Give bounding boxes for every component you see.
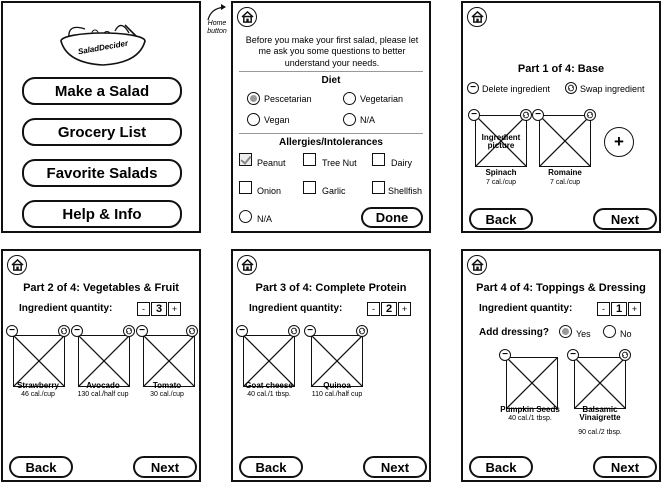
diet-heading: Diet [321,75,341,86]
placeholder-image [244,336,294,386]
dressing-radio-yes[interactable] [559,325,572,338]
allergy-check-shellfish[interactable] [372,181,385,194]
dressing-radio-no[interactable] [603,325,616,338]
allergy-check-tree-nut[interactable] [303,153,316,166]
allergy-label-na: N/A [257,214,273,224]
decrease-quantity-button[interactable]: - [597,302,610,316]
swap-icon[interactable] [619,349,631,361]
home-button[interactable] [237,7,257,27]
ingredient-name: Quinoa [323,381,351,390]
home-button[interactable] [237,255,257,275]
ingredient-card[interactable] [13,335,65,387]
ingredient-calories: 110 cal./half cup [311,391,363,398]
ingredient-name: Romaine [548,168,582,177]
home-icon [471,259,484,271]
quantity-label: Ingredient quantity: [19,303,113,314]
decrease-quantity-button[interactable]: - [137,302,150,316]
placeholder-image [144,336,194,386]
allergy-label-garlic: Garlic [322,186,346,196]
home-icon [241,259,254,271]
diet-label-vegetarian: Vegetarian [360,94,404,104]
delete-icon[interactable]: − [71,325,83,337]
quantity-stepper [137,301,181,317]
quantity-label: Ingredient quantity: [479,303,573,314]
ingredient-name: Tomato [152,381,182,390]
ingredient-card[interactable] [78,335,130,387]
delete-icon[interactable]: − [567,349,579,361]
ingredient-card[interactable] [143,335,195,387]
step-title: Part 2 of 4: Vegetables & Fruit [23,282,179,294]
ingredient-card[interactable] [243,335,295,387]
delete-icon[interactable]: − [136,325,148,337]
delete-icon[interactable]: − [6,325,18,337]
dressing-label-yes: Yes [576,329,591,339]
quantity-label: Ingredient quantity: [249,303,343,314]
ingredient-name: Avocado [86,381,120,390]
ingredient-calories: 7 cal./cup [550,179,580,186]
ingredient-name: Goat cheese [245,381,293,390]
home-button-annotation: Home button [207,20,227,35]
swap-legend-label: Swap ingredient [580,84,645,94]
swap-icon[interactable] [58,325,70,337]
home-icon [11,259,24,271]
diet-label-na: N/A [360,115,376,125]
back-button[interactable]: Back [239,456,303,478]
ingredient-name: Strawberry [17,381,59,390]
allergy-check-onion[interactable] [239,181,252,194]
toppings-screen [461,249,661,482]
swap-icon[interactable] [356,325,368,337]
base-screen [461,1,661,233]
ingredient-calories: 40 cal./1 tbsp. [508,415,552,422]
help-info-button[interactable]: Help & Info [22,200,182,228]
ingredient-name: Pumpkin Seeds [500,405,560,414]
ingredient-name: Spinach [485,168,517,177]
ingredient-card[interactable] [506,357,558,409]
delete-legend-icon: − [467,82,479,94]
allergy-check-dairy[interactable] [372,153,385,166]
swap-icon[interactable] [123,325,135,337]
diet-label-pescetarian: Pescetarian [264,94,312,104]
swap-icon[interactable] [520,109,532,121]
quantity-value: 2 [381,302,397,316]
ingredient-name: Balsamic Vinaigrette [579,405,621,423]
intro-text: Before you make your first salad, please let me ask you some questions to better understand your needs. [245,35,419,68]
dressing-question: Add dressing? [479,327,550,338]
ingredient-calories: 90 cal./2 tbsp. [578,429,622,436]
next-button[interactable]: Next [363,456,427,478]
ingredient-calories: 30 cal./cup [150,391,184,398]
ingredient-calories: 130 cal./half cup [77,391,129,398]
placeholder-image [575,358,625,408]
allergy-radio-na[interactable] [239,210,252,223]
ingredient-calories: 40 cal./1 tbsp. [247,391,291,398]
protein-screen [231,249,431,482]
home-button[interactable] [467,7,487,27]
step-title: Part 4 of 4: Toppings & Dressing [476,282,646,294]
home-button[interactable] [467,255,487,275]
delete-icon[interactable]: − [236,325,248,337]
increase-quantity-button[interactable]: + [628,302,641,316]
dressing-label-no: No [620,329,632,339]
setup-screen [231,1,431,233]
diet-radio-vegan[interactable] [247,113,260,126]
placeholder-label: Ingredient picture [481,133,521,151]
placeholder-image [507,358,557,408]
quantity-value: 1 [611,302,627,316]
quantity-value: 3 [151,302,167,316]
step-title: Part 3 of 4: Complete Protein [255,282,407,294]
vegetables-screen [1,249,201,482]
swap-icon[interactable] [288,325,300,337]
swap-icon[interactable] [186,325,198,337]
ingredient-calories: 46 cal./cup [21,391,55,398]
diet-radio-na[interactable] [343,113,356,126]
placeholder-image [312,336,362,386]
ingredient-card[interactable] [539,115,591,167]
increase-quantity-button[interactable]: + [398,302,411,316]
delete-legend-label: Delete ingredient [482,84,551,94]
increase-quantity-button[interactable]: + [168,302,181,316]
pointer-arrow-icon [205,2,229,22]
placeholder-image [79,336,129,386]
logo-text: SaladDecider [77,38,129,57]
allergy-label-shellfish: Shellfish [388,186,423,196]
back-button[interactable]: Back [9,456,73,478]
diet-radio-pescetarian[interactable] [247,92,260,105]
allergy-label-dairy: Dairy [391,158,413,168]
placeholder-image [14,336,64,386]
delete-icon[interactable]: − [532,109,544,121]
allergy-label-onion: Onion [257,186,282,196]
ingredient-card[interactable] [574,357,626,409]
allergy-label-peanut: Peanut [257,158,286,168]
main-menu-screen [1,1,201,233]
step-title: Part 1 of 4: Base [517,63,605,75]
make-a-salad-button[interactable]: Make a Salad [22,77,182,105]
ingredient-calories: 7 cal./cup [486,179,516,186]
placeholder-image [540,116,590,166]
add-ingredient-button[interactable]: + [604,127,634,157]
back-button[interactable]: Back [469,208,533,230]
quantity-stepper [597,301,641,317]
swap-legend-icon [565,82,577,94]
back-button[interactable]: Back [469,456,533,478]
home-button[interactable] [7,255,27,275]
allergy-check-peanut[interactable] [239,153,252,166]
done-button[interactable]: Done [361,207,423,228]
swap-icon[interactable] [584,109,596,121]
delete-icon[interactable]: − [499,349,511,361]
allergies-heading: Allergies/Intolerances [279,137,383,148]
delete-icon[interactable]: − [304,325,316,337]
quantity-stepper [367,301,411,317]
next-button[interactable]: Next [593,208,657,230]
grocery-list-button[interactable]: Grocery List [22,118,182,146]
favorite-salads-button[interactable]: Favorite Salads [22,159,182,187]
allergy-check-garlic[interactable] [303,181,316,194]
next-button[interactable]: Next [593,456,657,478]
next-button[interactable]: Next [133,456,197,478]
home-icon [241,11,254,23]
ingredient-card[interactable] [311,335,363,387]
allergy-label-tree-nut: Tree Nut [322,158,357,168]
decrease-quantity-button[interactable]: - [367,302,380,316]
home-icon [471,11,484,23]
diet-label-vegan: Vegan [264,115,290,125]
diet-radio-vegetarian[interactable] [343,92,356,105]
delete-icon[interactable]: − [468,109,480,121]
